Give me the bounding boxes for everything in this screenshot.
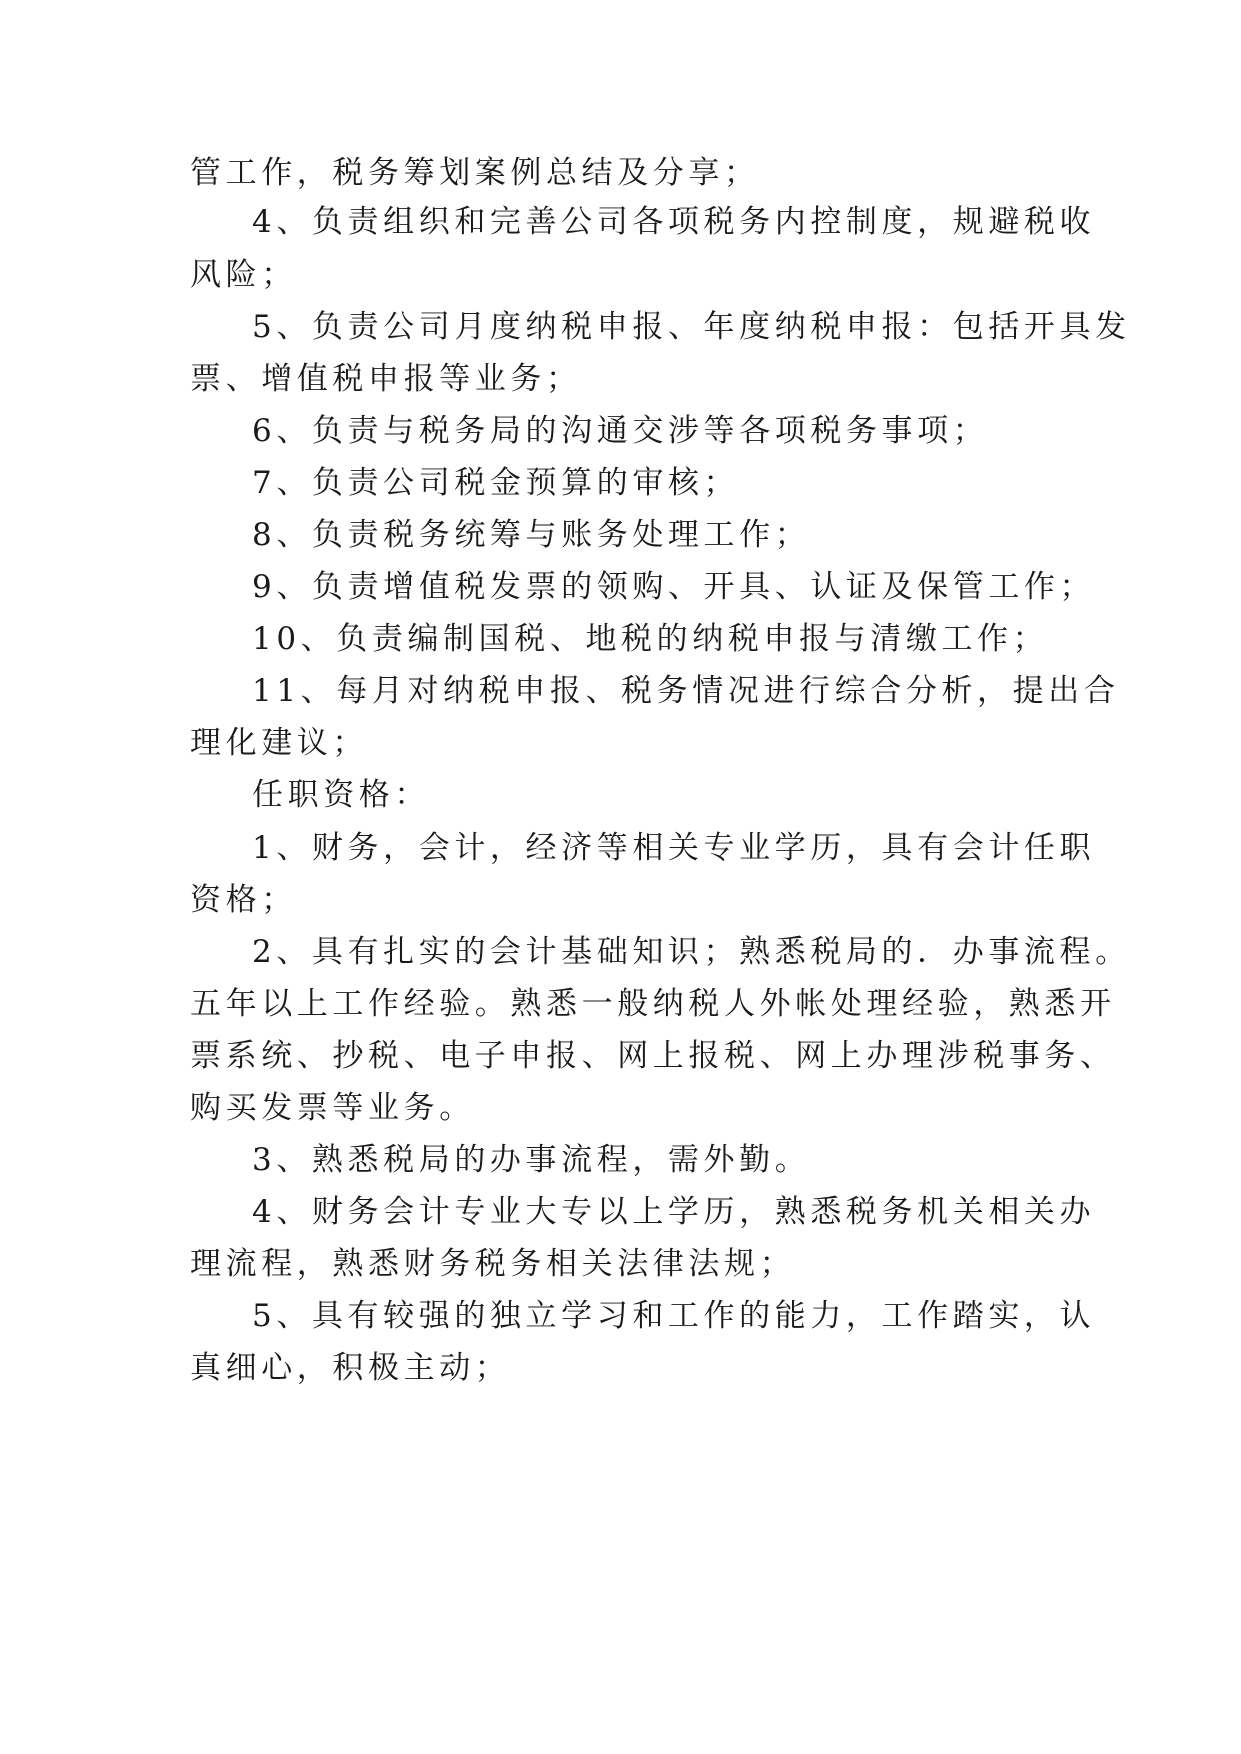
text-line-4: 5、负责公司月度纳税申报、年度纳税申报：包括开具发	[252, 309, 1131, 345]
text-line-20: 3、熟悉税局的办事流程，需外勤。	[252, 1142, 811, 1178]
text-line-6: 6、负责与税务局的沟通交涉等各项税务事项；	[252, 413, 989, 449]
text-line-1: 管工作，税务筹划案例总结及分享；	[190, 155, 760, 191]
text-line-23: 5、具有较强的独立学习和工作的能力，工作踏实，认	[252, 1298, 1096, 1334]
text-line-9: 9、负责增值税发票的领购、开具、认证及保管工作；	[252, 569, 1096, 605]
text-line-5: 票、增值税申报等业务；	[190, 361, 582, 397]
text-line-11: 11、每月对纳税申报、税务情况进行综合分析，提出合	[252, 673, 1120, 709]
section-heading: 任职资格：	[252, 777, 430, 813]
text-line-22: 理流程，熟悉财务税务相关法律法规；	[190, 1246, 796, 1282]
text-line-16: 2、具有扎实的会计基础知识；熟悉税局的．办事流程。	[252, 934, 1131, 970]
text-line-18: 票系统、抄税、电子申报、网上报税、网上办理涉税事务、	[190, 1038, 1116, 1074]
text-line-12: 理化建议；	[190, 725, 368, 761]
text-line-17: 五年以上工作经验。熟悉一般纳税人外帐处理经验，熟悉开	[190, 986, 1116, 1022]
text-line-14: 1、财务，会计，经济等相关专业学历，具有会计任职	[252, 830, 1096, 866]
text-line-8: 8、负责税务统筹与账务处理工作；	[252, 517, 811, 553]
text-line-2: 4、负责组织和完善公司各项税务内控制度，规避税收	[252, 204, 1096, 240]
text-line-21: 4、财务会计专业大专以上学历，熟悉税务机关相关办	[252, 1194, 1096, 1230]
text-line-3: 风险；	[190, 257, 297, 293]
text-line-10: 10、负责编制国税、地税的纳税申报与清缴工作；	[252, 621, 1049, 657]
text-line-24: 真细心，积极主动；	[190, 1350, 511, 1386]
text-line-7: 7、负责公司税金预算的审核；	[252, 465, 740, 501]
text-line-15: 资格；	[190, 882, 297, 918]
text-line-19: 购买发票等业务。	[190, 1090, 475, 1126]
